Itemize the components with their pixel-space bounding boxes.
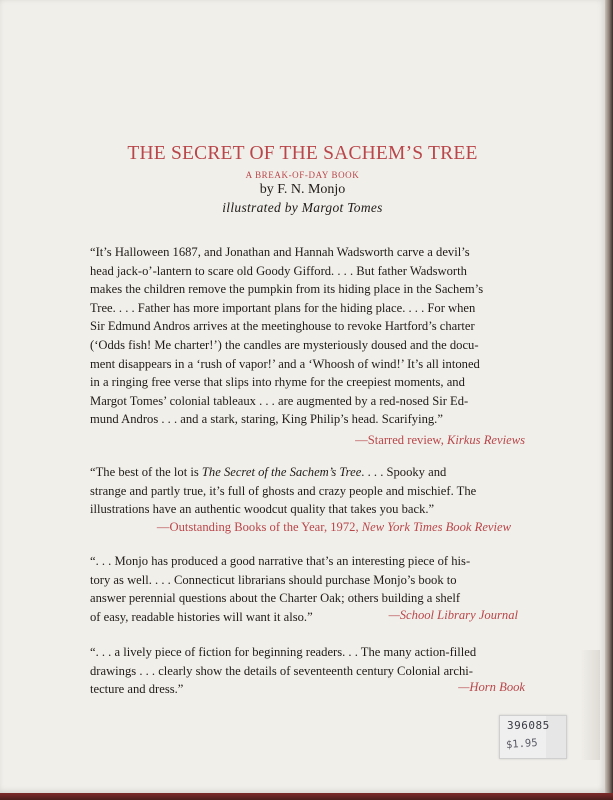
illustrator-credit: illustrated by Margot Tomes — [222, 200, 383, 215]
review-line: “It’s Halloween 1687, and Jonathan and Hannah Wadsworth carve a devil’s — [90, 245, 470, 259]
review-line: makes the children remove the pumpkin from its hiding place in the Sachem’s — [90, 282, 484, 297]
review-line — [90, 463, 515, 482]
review-line: of easy, readable histories will want it also.” — [90, 609, 313, 624]
review-line: Tree. . . . Father has more important plans for the hiding place. . . . For when — [90, 300, 476, 315]
page-shadow — [580, 650, 600, 760]
review-line: strange and partly true, it’s full of ghosts and crazy people and mischief. The — [90, 483, 477, 498]
attribution-source: Kirkus Reviews — [447, 433, 525, 447]
review-line: Sir Edmund Andros arrives at the meetinghouse to revoke Hartford’s charter — [90, 319, 475, 334]
attribution-prefix: —Outstanding Books of the Year, 1972, — [156, 520, 362, 534]
review-line: drawings . . . clearly show the details of seventeenth century Colonial archi- — [90, 663, 473, 678]
review-line: in a ringing free verse that slips into rhyme for the creepiest moments, and — [90, 375, 465, 390]
review-line: tory as well. . . . Connecticut librarians should purchase Monjo’s book to — [90, 572, 457, 587]
review-horn-book — [90, 643, 515, 699]
review-text: . . . . Spooky and — [361, 465, 447, 479]
review-line: answer perennial questions about the Charter Oak; others building a shelf — [90, 591, 461, 606]
review-attribution-nyt — [157, 520, 511, 535]
book-title-reference: The Secret of the Sachem’s Tree — [201, 465, 362, 479]
review-line: ment disappears in a ‘rush of vapor!’ and a ‘Whoosh of wind!’ It’s all intoned — [90, 356, 480, 371]
attribution-prefix: —Starred review, — [355, 433, 447, 447]
review-attribution-slj: —School Library Journal — [388, 608, 518, 622]
attribution-source: New York Times Book Review — [361, 520, 511, 534]
review-nyt — [90, 463, 515, 519]
review-line: head jack-o’-lantern to scare old Goody Gifford. . . . But father Wadsworth — [90, 263, 467, 278]
author-credit: by F. N. Monjo — [259, 182, 346, 197]
cover-spine-edge — [605, 0, 613, 800]
review-line: illustrations have an authentic woodcut quality that takes you back.” — [90, 502, 435, 517]
review-line: Margot Tomes’ colonial tableaux . . . are augmented by a red-nosed Sir Ed- — [90, 393, 469, 408]
price-sticker — [499, 715, 567, 759]
review-attribution-kirkus — [355, 433, 525, 448]
series-name: A BREAK-OF-DAY BOOK — [245, 170, 360, 180]
sticker-price: $1.95 — [505, 736, 538, 752]
review-line: “. . . Monjo has produced a good narrative that’s an interesting piece of his- — [90, 554, 471, 568]
review-text: “The best of the lot is — [90, 465, 202, 479]
review-attribution-horn-book: —Horn Book — [458, 680, 525, 694]
review-kirkus — [90, 243, 515, 429]
cover-bottom-edge — [0, 793, 613, 800]
book-title: THE SECRET OF THE SACHEM’S TREE — [127, 143, 478, 164]
sticker-inventory-number: 396085 — [507, 719, 550, 732]
review-line: mund Andros . . . and a stark, staring, King Philip’s head. Scarifying.” — [90, 412, 443, 427]
review-line: tecture and dress.” — [90, 682, 184, 697]
review-line: “. . . a lively piece of fiction for beginning readers. . . The many action-filled — [90, 645, 477, 659]
review-line: (‘Odds fish! Me charter!’) the candles are mysteriously doused and the docu- — [90, 337, 479, 352]
